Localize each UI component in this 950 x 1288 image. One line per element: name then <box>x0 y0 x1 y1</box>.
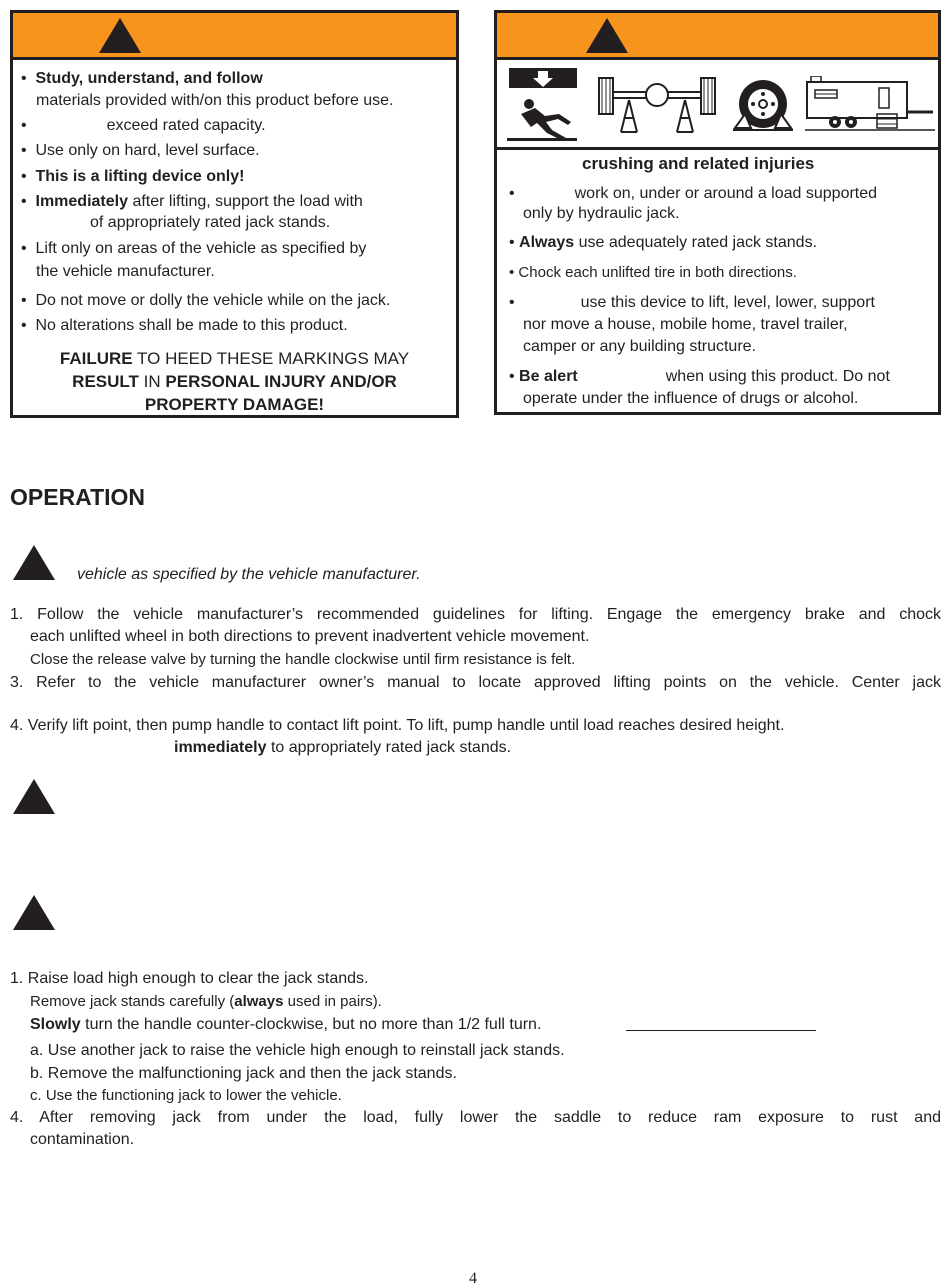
step-3: 3. Refer to the vehicle manufacturer owner’s manual to locate approved lifting points on the vehicle. Center jack <box>10 674 941 691</box>
section-heading: OPERATION <box>10 484 146 510</box>
list-item: • Be alert when using this product. Do not <box>509 368 890 385</box>
travel-trailer-icon <box>805 76 935 132</box>
warning-triangle-icon <box>99 18 141 53</box>
step-1: 1. Follow the vehicle manufacturer’s recommended guidelines for lifting. Engage the emergency brake and chock <box>10 606 941 623</box>
list-item: only by hydraulic jack. <box>523 205 680 222</box>
lower-step-4: 4. After removing jack from under the load, fully lower the saddle to reduce ram exposure to rust and <box>10 1109 941 1126</box>
list-item: • use this device to lift, level, lower, support <box>509 294 875 311</box>
list-item: • Lift only on areas of the vehicle as specified by <box>21 240 367 257</box>
list-item: • This is a lifting device only! <box>21 168 245 185</box>
warning-triangle-icon <box>586 18 628 53</box>
lower-step-1: 1. Raise load high enough to clear the jack stands. <box>10 970 369 987</box>
right-warning-box <box>494 10 941 415</box>
step-4: 4. Verify lift point, then pump handle to contact lift point. To lift, pump handle until load reaches desired height. <box>10 717 785 734</box>
list-item: camper or any building structure. <box>523 338 756 355</box>
pictogram-strip <box>497 60 938 150</box>
step-1-continued: each unlifted wheel in both directions to prevent inadvertent vehicle movement. <box>30 628 590 645</box>
left-warning-box <box>10 10 459 418</box>
step-2: Close the release valve by turning the handle clockwise until firm resistance is felt. <box>30 651 576 668</box>
lower-step-4-continued: contamination. <box>30 1131 135 1148</box>
warning-triangle-icon <box>13 545 55 580</box>
hazard-subtitle: crushing and related injuries <box>582 154 815 173</box>
list-item: • exceed rated capacity. <box>21 117 266 134</box>
wheel-chock-icon <box>733 78 793 132</box>
warning-triangle-icon <box>13 895 55 930</box>
page-number: 4 <box>469 1270 477 1287</box>
lower-substep-c: c. Use the functioning jack to lower the vehicle. <box>30 1087 342 1104</box>
list-item: the vehicle manufacturer. <box>36 263 215 280</box>
list-item: • Study, understand, and follow <box>21 70 263 87</box>
list-item: • work on, under or around a load supported <box>509 185 878 202</box>
warning-text: vehicle as specified by the vehicle manufacturer. <box>77 566 421 583</box>
list-item: • Always use adequately rated jack stands. <box>509 234 818 251</box>
list-item: • Chock each unlifted tire in both directions. <box>509 264 797 281</box>
list-item: • Use only on hard, level surface. <box>21 142 260 159</box>
list-item: operate under the influence of drugs or alcohol. <box>523 390 859 407</box>
warning-banner <box>497 13 938 60</box>
lower-substep-a: a. Use another jack to raise the vehicle high enough to reinstall jack stands. <box>30 1042 565 1059</box>
blank-line <box>626 1030 816 1031</box>
warning-banner <box>13 13 456 60</box>
list-item: nor move a house, mobile home, travel trailer, <box>523 316 848 333</box>
failure-warning: FAILURE TO HEED THESE MARKINGS MAY RESULT IN PERSONAL INJURY AND/OR PROPERTY DAMAGE! <box>59 349 410 414</box>
list-item: materials provided with/on this product before use. <box>36 92 394 109</box>
step-4-continued: immediately to appropriately rated jack stands. <box>174 739 512 756</box>
lower-step-2: Remove jack stands carefully (always used in pairs). <box>30 993 382 1010</box>
list-item: • Immediately after lifting, support the load with <box>21 193 363 210</box>
list-item: of appropriately rated jack stands. <box>90 214 331 231</box>
warning-triangle-icon <box>13 779 55 814</box>
lower-step-3: Slowly turn the handle counter-clockwise, but no more than 1/2 full turn. <box>30 1016 542 1033</box>
lower-substep-b: b. Remove the malfunctioning jack and then the jack stands. <box>30 1065 457 1082</box>
jack-stands-icon <box>597 74 717 136</box>
list-item: • Do not move or dolly the vehicle while on the jack. <box>21 292 391 309</box>
crush-hazard-icon <box>507 68 579 142</box>
list-item: • No alterations shall be made to this product. <box>21 317 348 334</box>
